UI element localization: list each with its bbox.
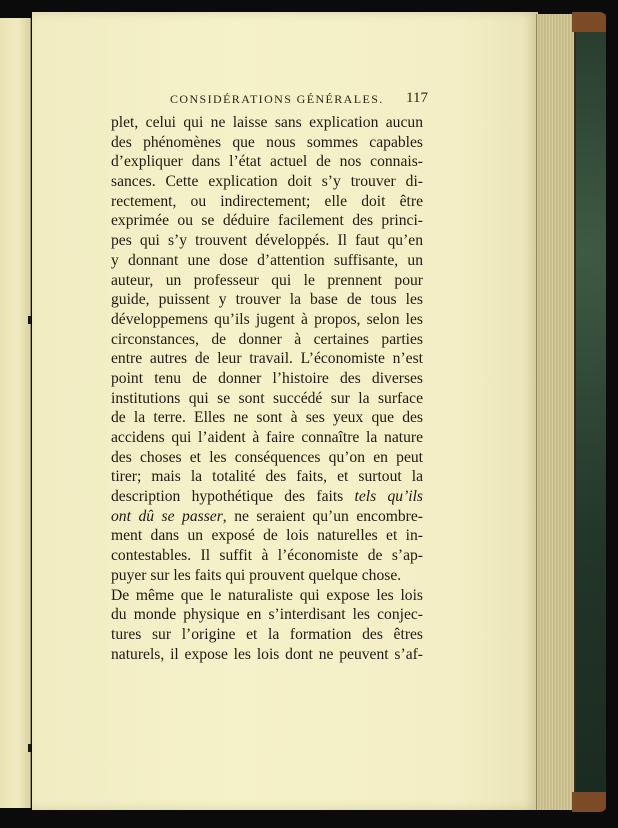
text-line: du monde physique en s’interdisant les conjec- (111, 606, 423, 624)
text-line: développemens qu’ils jugent à propos, selon les (111, 310, 423, 328)
text-line: naturels, il expose les lois dont ne peuvent s’af- (111, 645, 423, 663)
text-segment: , ne seraient qu’un encombre- (222, 507, 423, 525)
binding-mark (28, 316, 31, 324)
text-line: sances. Cette explication doit s’y trouver di- (111, 173, 423, 191)
book-cover (574, 14, 606, 810)
leather-corner (572, 792, 606, 812)
text-line: puyer sur les faits qui prouvent quelque chose. (111, 566, 402, 584)
running-head: CONSIDÉRATIONS GÉNÉRALES. (170, 92, 384, 106)
text-line: auteur, un professeur qui le prennent pour (111, 271, 423, 289)
text-line: institutions qui se sont succédé sur la surface (111, 389, 423, 407)
text-line: exprimée ou se déduire facilement des princi- (111, 212, 423, 230)
text-line: tirer; mais la totalité des faits, et surtout la (111, 468, 423, 486)
text-line: contestables. Il suffit à l’économiste de s’ap- (111, 547, 423, 565)
facing-page-edge (0, 18, 31, 808)
page-header (112, 90, 428, 112)
text-segment: description hypothétique des faits (111, 488, 355, 506)
text-line: ment dans un exposé de lois naturelles et in- (111, 527, 423, 545)
text-line: des phénomènes que nous sommes capables (111, 133, 423, 151)
text-line: y donnant une dose d’attention suffisante, un (111, 251, 423, 269)
text-line: De même que le naturaliste qui expose les lois (111, 586, 423, 604)
text-line: des choses et les conséquences qu’on en peut (111, 448, 423, 466)
text-line: d’expliquer dans l’état actuel de nos connais- (111, 153, 423, 171)
body-text (111, 113, 423, 664)
text-line: point tenu de donner l’histoire des diverses (111, 369, 423, 387)
binding-mark (28, 744, 31, 752)
italic-phrase: tels qu’ils (354, 488, 424, 506)
leather-corner (572, 12, 606, 32)
text-line: entre autres de leur travail. L’économiste n’est (111, 350, 423, 368)
text-line: guide, puissent y trouver la base de tous les (111, 291, 423, 309)
text-line: accidens qui l’aident à faire connaître la nature (111, 429, 423, 446)
text-line: plet, celui qui ne laisse sans explication aucun (111, 114, 423, 131)
text-line: circonstances, de donner à certaines parties (111, 330, 423, 348)
italic-phrase: ont dû se passer (111, 507, 223, 525)
text-line: rectement, ou indirectement; elle doit être (111, 192, 423, 210)
text-line (111, 487, 423, 507)
page-edges (536, 14, 575, 810)
text-line (111, 507, 423, 527)
page-number: 117 (406, 90, 428, 106)
text-line: tures sur l’origine et la formation des êtres (111, 625, 423, 643)
text-line: pes qui s’y trouvent développés. Il faut qu’en (111, 232, 423, 250)
text-line: de la terre. Elles ne sont à ses yeux que des (111, 409, 423, 427)
